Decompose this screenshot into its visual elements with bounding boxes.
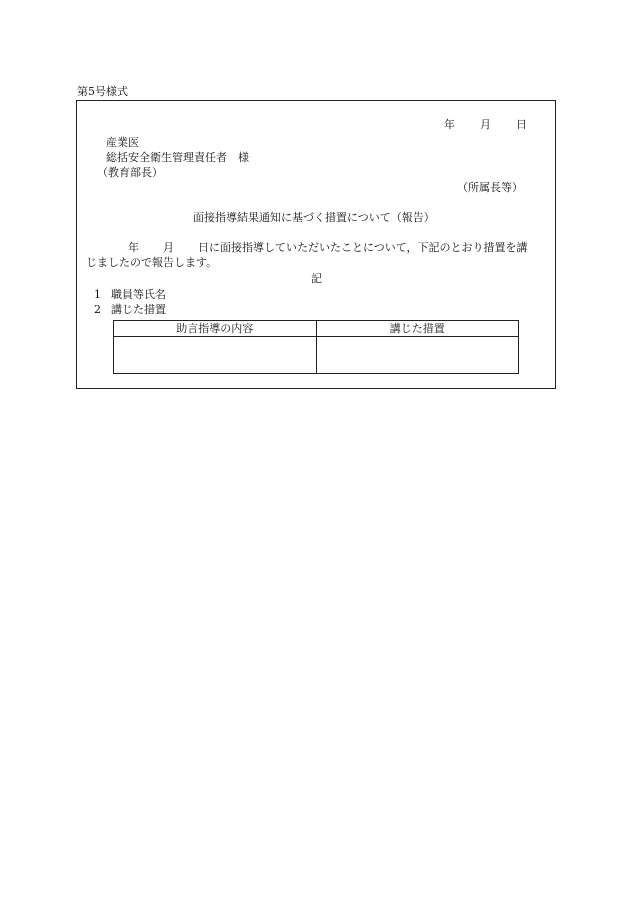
measures-taken-cell[interactable] bbox=[316, 337, 519, 374]
date-day-label: 日 bbox=[516, 118, 527, 131]
advice-content-cell[interactable] bbox=[114, 337, 317, 374]
item-label: 職員等氏名 bbox=[111, 288, 166, 301]
header-advice-content: 助言指導の内容 bbox=[114, 321, 317, 337]
affiliation-head: （所属長等） bbox=[457, 181, 523, 194]
body-line-1 bbox=[128, 242, 528, 253]
date-month-label: 月 bbox=[480, 118, 491, 131]
item-number: 2 bbox=[94, 303, 101, 316]
table-row bbox=[114, 337, 519, 374]
measures-table bbox=[113, 320, 519, 374]
addressee-education-director: （教育部長） bbox=[97, 166, 163, 179]
date-year-label: 年 bbox=[444, 118, 455, 131]
form-number: 第5号様式 bbox=[77, 85, 128, 98]
addressee-occupational-physician: 産業医 bbox=[106, 136, 139, 149]
addressee-safety-manager: 総括安全衛生管理責任者 様 bbox=[106, 151, 249, 164]
body-line-2: じましたので報告します。 bbox=[86, 256, 218, 269]
body-line-1-text: 日に面接指導していただいたことについて，下記のとおり措置を講 bbox=[198, 241, 528, 254]
item-number: 1 bbox=[94, 288, 101, 301]
body-year-label: 年 bbox=[128, 241, 139, 254]
body-month-label: 月 bbox=[163, 241, 174, 254]
item-staff-name bbox=[94, 289, 166, 300]
header-measures-taken: 講じた措置 bbox=[316, 321, 519, 337]
date-line bbox=[444, 119, 527, 130]
item-label: 講じた措置 bbox=[111, 303, 166, 316]
table-header-row bbox=[114, 321, 519, 337]
ki-heading: 記 bbox=[311, 272, 322, 285]
item-measures-taken bbox=[94, 304, 166, 315]
document-title: 面接指導結果通知に基づく措置について（報告） bbox=[193, 211, 435, 224]
